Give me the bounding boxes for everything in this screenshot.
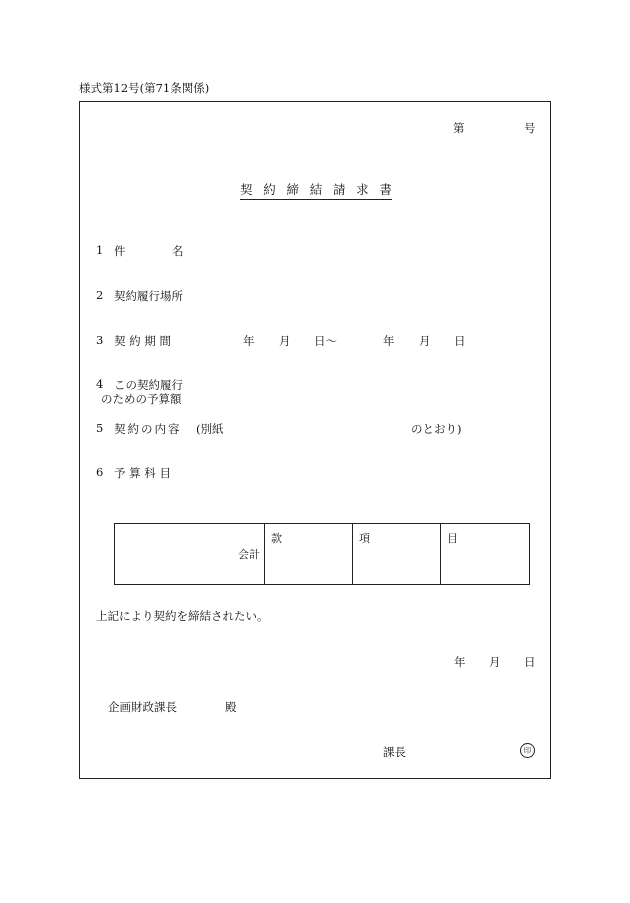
item3-label: 契 約 期 間 — [114, 334, 171, 348]
title-char: 締 — [286, 182, 299, 197]
moku-cell — [441, 524, 530, 585]
budget-table — [114, 523, 530, 585]
item1-label-b: 名 — [172, 244, 184, 258]
date-month: 月 — [489, 655, 501, 669]
form-label: 様式第12号(第71条関係) — [79, 81, 210, 95]
item3-year-from: 年 — [243, 334, 255, 348]
item6-label: 予 算 科 目 — [114, 466, 171, 480]
item1-number: 1 — [96, 243, 104, 257]
form-frame — [79, 101, 551, 779]
item1-label-a: 件 — [114, 244, 126, 258]
item3-month-from: 月 — [279, 334, 291, 348]
item3-year-to: 年 — [383, 334, 395, 348]
number-prefix: 第 — [453, 121, 465, 135]
seal-icon — [520, 743, 535, 758]
title-char: 結 — [309, 182, 323, 197]
kan-cell — [265, 524, 353, 585]
date-year: 年 — [454, 655, 466, 669]
number-suffix: 号 — [524, 121, 536, 135]
kou-label: 項 — [359, 532, 370, 545]
item5-paren-close: のとおり) — [411, 422, 462, 436]
item5-number: 5 — [96, 421, 104, 435]
kan-label: 款 — [271, 532, 282, 545]
item4-label-line2: のための予算額 — [101, 392, 182, 406]
addressee-name: 企画財政課長 — [108, 700, 177, 714]
item3-number: 3 — [96, 333, 104, 347]
kaikei-label: 会計 — [238, 548, 260, 561]
kou-cell — [353, 524, 441, 585]
item5-label: 契約の内容 — [114, 422, 182, 436]
title-char: 請 — [332, 182, 346, 197]
item3-month-to: 月 — [419, 334, 431, 348]
title-char: 約 — [263, 182, 276, 197]
addressee-honorific: 殿 — [225, 700, 237, 714]
title-char: 求 — [356, 182, 369, 197]
signer-title: 課長 — [383, 745, 406, 759]
item4-label-line1: この契約履行 — [114, 378, 183, 392]
seal-label: 印 — [523, 746, 532, 755]
title-char: 書 — [379, 182, 392, 197]
item6-number: 6 — [96, 465, 104, 479]
request-text: 上記により契約を締結されたい。 — [96, 609, 269, 623]
moku-label: 目 — [447, 532, 458, 545]
item5-paren-open: (別紙 — [196, 422, 224, 436]
item4-number: 4 — [96, 377, 104, 391]
date-day: 日 — [524, 655, 536, 669]
document-title — [240, 180, 392, 200]
item2-label: 契約履行場所 — [114, 289, 183, 303]
item3-day-to: 日 — [454, 334, 466, 348]
item3-day-from: 日〜 — [314, 334, 337, 348]
kaikei-cell — [115, 524, 265, 585]
item2-number: 2 — [96, 288, 104, 302]
title-char: 契 — [240, 182, 253, 197]
